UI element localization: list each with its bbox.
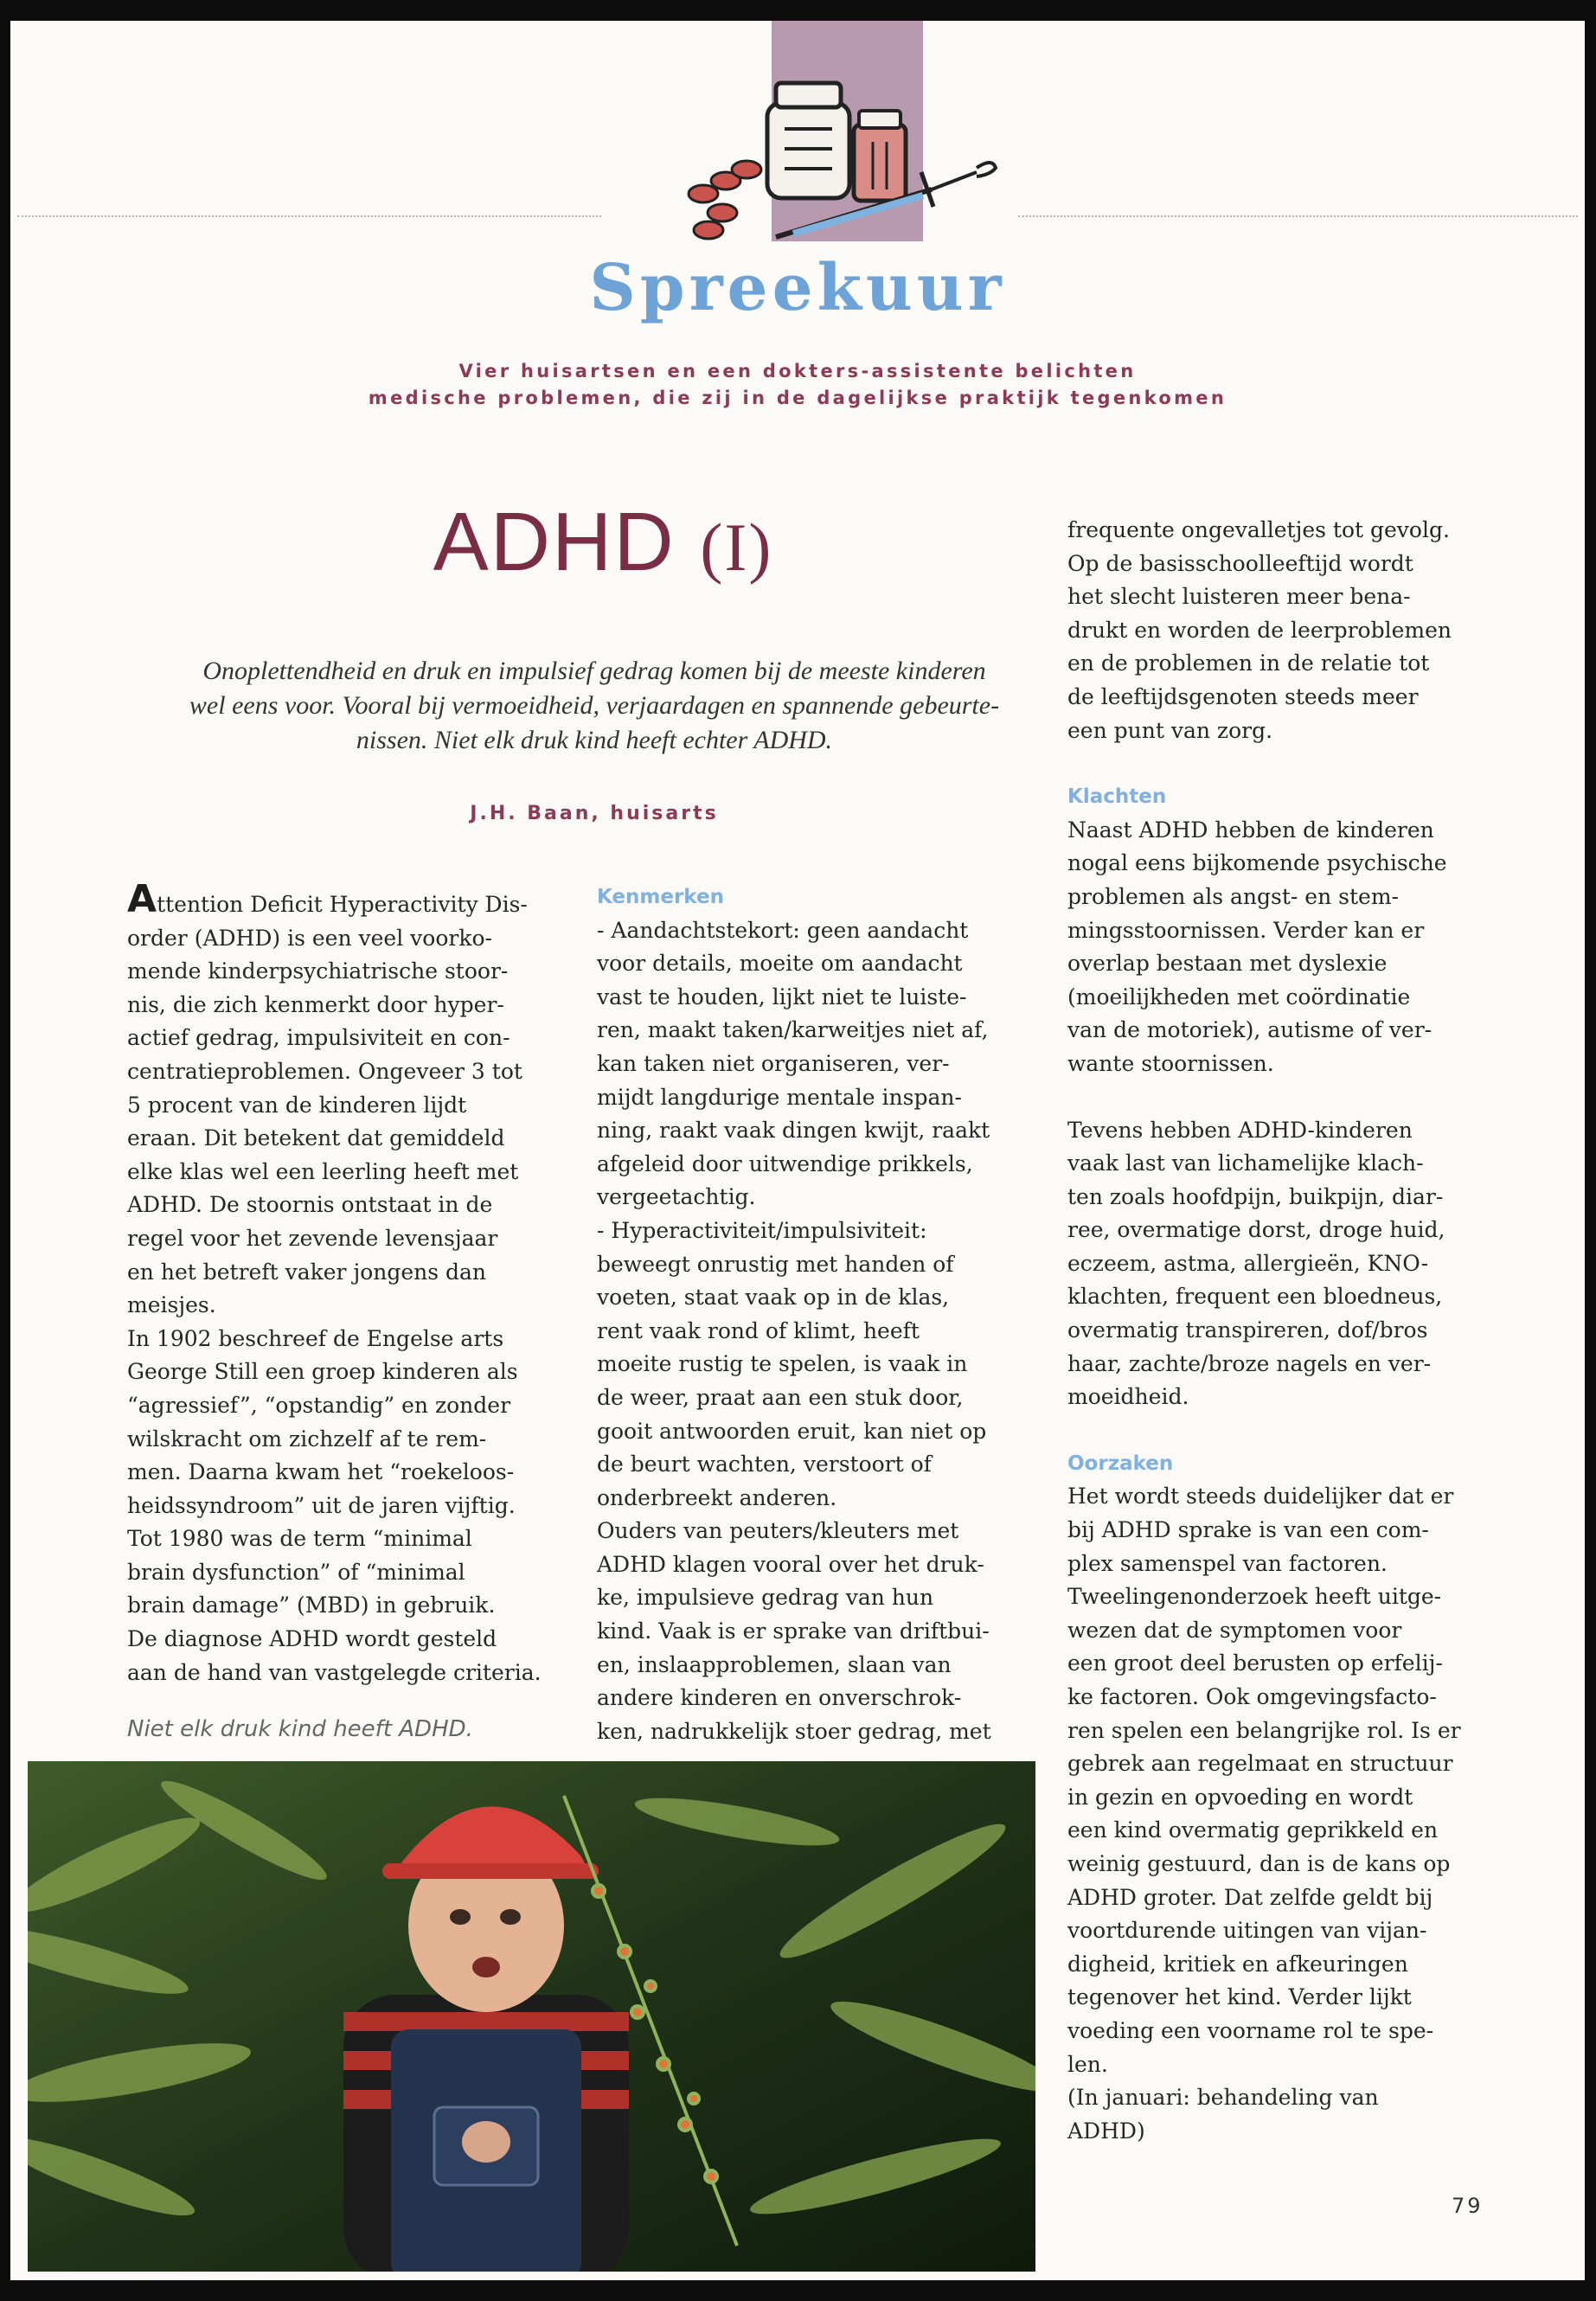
intro-line: nissen. Niet elk druk kind heeft echter ADHD.	[356, 726, 833, 754]
drop-cap: A	[127, 877, 157, 921]
text-line: ren, maakt taken/karweitjes niet af,	[597, 1017, 989, 1043]
text-line: ADHD klagen vooral over het druk-	[597, 1551, 984, 1577]
text-line: de leeftijdsgenoten steeds meer	[1067, 683, 1419, 709]
text-line: afgeleid door uitwendige prikkels,	[597, 1150, 973, 1176]
col1-paragraph-1	[127, 877, 581, 1323]
child	[343, 1806, 629, 2272]
text-line: ADHD. De stoornis ontstaat in de	[127, 1192, 493, 1218]
text-line: frequente ongevalletjes tot gevolg.	[1067, 517, 1450, 542]
column-2	[597, 881, 1047, 1748]
col3-continuation	[1067, 514, 1500, 747]
text-line: Het wordt steeds duidelijker dat er	[1067, 1484, 1454, 1509]
spacer	[1067, 747, 1500, 780]
text-line: centratieproblemen. Ongeveer 3 tot	[127, 1058, 522, 1084]
text-line: problemen als angst- en stem-	[1067, 883, 1399, 909]
header-rule-right	[1018, 215, 1578, 217]
text-line: actief gedrag, impulsiviteit en con-	[127, 1025, 510, 1051]
text-line: bij ADHD sprake is van een com-	[1067, 1517, 1429, 1543]
text-line: het slecht luisteren meer bena-	[1067, 584, 1411, 610]
section-subtitle	[10, 358, 1585, 412]
text-line: overmatig transpireren, dof/bros	[1067, 1317, 1428, 1343]
text-line: George Still een groep kinderen als	[127, 1359, 518, 1385]
text-line: wante stoornissen.	[1067, 1050, 1274, 1076]
text-line: mende kinderpsychiatrische stoor-	[127, 958, 509, 984]
text-line: order (ADHD) is een veel voorko-	[127, 925, 492, 951]
text-line: Op de basisschoolleeftijd wordt	[1067, 550, 1413, 576]
heading-kenmerken: Kenmerken	[597, 886, 724, 908]
text-line: nogal eens bijkomende psychische	[1067, 850, 1447, 876]
text-line: len.	[1067, 2051, 1108, 2077]
column-3	[1067, 514, 1500, 2148]
first-line: ttention Deficit Hyperactivity Dis-	[157, 892, 528, 917]
intro-line: Onoplettendheid en druk en impulsief gedrag komen bij de meeste kinderen	[202, 657, 986, 685]
text-line: ten zoals hoofdpijn, buikpijn, diar-	[1067, 1183, 1444, 1209]
klachten-paragraph-1	[1067, 814, 1500, 1081]
col2-body	[597, 914, 1047, 1749]
text-line: een groot deel berusten op erfelij-	[1067, 1650, 1443, 1676]
text-line: een punt van zorg.	[1067, 717, 1273, 743]
text-line: beweegt onrustig met handen of	[597, 1251, 954, 1277]
text-line: rent vaak rond of klimt, heeft	[597, 1317, 920, 1343]
text-line: plex samenspel van factoren.	[1067, 1550, 1388, 1576]
photo-caption: Niet elk druk kind heeft ADHD.	[127, 1716, 473, 1742]
article-intro	[131, 654, 1057, 758]
text-line: meisjes.	[127, 1292, 216, 1318]
text-line: De diagnose ADHD wordt gesteld	[127, 1626, 497, 1652]
text-line: vaak last van lichamelijke klach-	[1067, 1150, 1424, 1176]
text-line: aan de hand van vastgelegde criteria.	[127, 1659, 542, 1685]
text-line: moeidheid.	[1067, 1384, 1189, 1410]
text-line: kind. Vaak is er sprake van driftbui-	[597, 1618, 990, 1644]
text-line: ree, overmatige dorst, droge huid,	[1067, 1217, 1445, 1243]
subtitle-line: medische problemen, die zij in de dagelijkse praktijk tegenkomen	[368, 388, 1227, 408]
text-line: 5 procent van de kinderen lijdt	[127, 1092, 467, 1118]
article-title	[127, 496, 1079, 588]
text-line: eraan. Dit betekent dat gemiddeld	[127, 1125, 505, 1151]
text-line: mingsstoornissen. Verder kan er	[1067, 917, 1425, 943]
text-line: haar, zachte/broze nagels en ver-	[1067, 1350, 1432, 1376]
text-line: mijdt langdurige mentale inspan-	[597, 1084, 962, 1110]
text-line: (moeilijkheden met coördinatie	[1067, 984, 1411, 1009]
text-line: voor details, moeite om aandacht	[597, 951, 963, 977]
text-line: - Hyperactiviteit/impulsiviteit:	[597, 1217, 927, 1243]
text-line: nis, die zich kenmerkt door hyper-	[127, 991, 504, 1017]
closing-note	[1067, 2081, 1500, 2148]
text-line: vast te houden, lijkt niet te luiste-	[597, 984, 967, 1009]
text-line: digheid, kritiek en afkeuringen	[1067, 1951, 1408, 1977]
text-line: men. Daarna kwam het “roekeloos-	[127, 1459, 515, 1485]
text-line: ADHD groter. Dat zelfde geldt bij	[1067, 1884, 1433, 1910]
text-line: ADHD)	[1067, 2118, 1145, 2144]
text-line: ke factoren. Ook omgevingsfacto-	[1067, 1684, 1437, 1709]
text-line: heidssyndroom” uit de jaren vijftig.	[127, 1492, 516, 1518]
heading-klachten: Klachten	[1067, 785, 1167, 809]
text-line: In 1902 beschreef de Engelse arts	[127, 1325, 504, 1351]
text-line: en, inslaapproblemen, slaan van	[597, 1651, 952, 1677]
text-line: in gezin en opvoeding en wordt	[1067, 1784, 1413, 1810]
text-line: de beurt wachten, verstoort of	[597, 1452, 932, 1477]
text-line: Naast ADHD hebben de kinderen	[1067, 817, 1434, 843]
subtitle-line: Vier huisartsen en een dokters-assistente belichten	[458, 361, 1137, 381]
pills	[689, 161, 761, 239]
pill-jar	[767, 83, 849, 198]
text-line: Tweelingenonderzoek heeft uitge-	[1067, 1584, 1442, 1610]
text-line: moeite rustig te spelen, is vaak in	[597, 1351, 968, 1377]
header-rule-left	[17, 215, 601, 217]
text-line: elke klas wel een leerling heeft met	[127, 1158, 519, 1184]
text-line: brain dysfunction” of “minimal	[127, 1559, 465, 1585]
text-line: andere kinderen en onverschrok-	[597, 1685, 962, 1711]
child-photo	[28, 1761, 1035, 2272]
text-line: weinig gestuurd, dan is de kans op	[1067, 1850, 1451, 1876]
text-line: (In januari: behandeling van	[1067, 2085, 1379, 2111]
text-line: ken, nadrukkelijk stoer gedrag, met	[597, 1718, 991, 1744]
text-line: brain damage” (MBD) in gebruik.	[127, 1593, 496, 1618]
text-line: wezen dat de symptomen voor	[1067, 1617, 1402, 1643]
text-line: voortdurende uitingen van vijan-	[1067, 1918, 1427, 1944]
text-line: - Aandachtstekort: geen aandacht	[597, 917, 969, 943]
text-line: gooit antwoorden eruit, kan niet op	[597, 1418, 987, 1444]
text-line: Tevens hebben ADHD-kinderen	[1067, 1117, 1413, 1143]
text-line: gebrek aan regelmaat en structuur	[1067, 1751, 1453, 1777]
text-line: ke, impulsieve gedrag van hun	[597, 1585, 934, 1611]
text-line: ren spelen een belangrijke rol. Is er	[1067, 1717, 1461, 1743]
title-numeral: (I)	[700, 510, 773, 585]
text-line: Tot 1980 was de term “minimal	[127, 1526, 472, 1552]
text-line: wilskracht om zichzelf af te rem-	[127, 1426, 487, 1452]
title-main: ADHD	[433, 496, 676, 588]
text-line: regel voor het zevende levensjaar	[127, 1225, 498, 1251]
text-line: kan taken niet organiseren, ver-	[597, 1050, 950, 1076]
text-line: tegenover het kind. Verder lijkt	[1067, 1984, 1412, 2010]
text-line: Ouders van peuters/kleuters met	[597, 1518, 959, 1544]
text-line: en het betreft vaker jongens dan	[127, 1259, 487, 1285]
text-line: een kind overmatig geprikkeld en	[1067, 1817, 1439, 1843]
intro-line: wel eens voor. Vooral bij vermoeidheid, verjaardagen en spannende gebeurte-	[189, 691, 1000, 720]
small-bottle	[854, 111, 906, 201]
text-line: ning, raakt vaak dingen kwijt, raakt	[597, 1118, 990, 1144]
section-title: Spreekuur	[589, 251, 1006, 325]
text-line: overlap bestaan met dyslexie	[1067, 951, 1388, 977]
text-line: klachten, frequent een bloedneus,	[1067, 1284, 1443, 1310]
col1-paragraph-2	[127, 1323, 581, 1690]
article-author: J.H. Baan, huisarts	[470, 803, 719, 824]
column-1	[127, 877, 581, 1689]
text-line: vergeetachtig.	[597, 1184, 756, 1210]
text-line: voeten, staat vaak op in de klas,	[597, 1285, 950, 1311]
text-line: van de motoriek), autisme of ver-	[1067, 1017, 1433, 1043]
text-line: eczeem, astma, allergieën, KNO-	[1067, 1250, 1429, 1276]
heading-oorzaken: Oorzaken	[1067, 1452, 1174, 1475]
text-line: voeding een voorname rol te spe-	[1067, 2017, 1434, 2043]
text-line: “agressief”, “opstandig” en zonder	[127, 1392, 511, 1418]
medicine-illustration	[646, 21, 1035, 254]
oorzaken-paragraph	[1067, 1480, 1500, 2081]
text-line: de weer, praat aan een stuk door,	[597, 1384, 964, 1410]
text-line: drukt en worden de leerproblemen	[1067, 617, 1452, 643]
text-line: en de problemen in de relatie tot	[1067, 651, 1430, 676]
spacer	[1067, 1081, 1500, 1114]
magazine-page	[10, 21, 1585, 2280]
text-line: onderbreekt anderen.	[597, 1484, 837, 1510]
page-number: 79	[1452, 2194, 1484, 2218]
spacer	[1067, 1414, 1500, 1447]
klachten-paragraph-2	[1067, 1114, 1500, 1414]
